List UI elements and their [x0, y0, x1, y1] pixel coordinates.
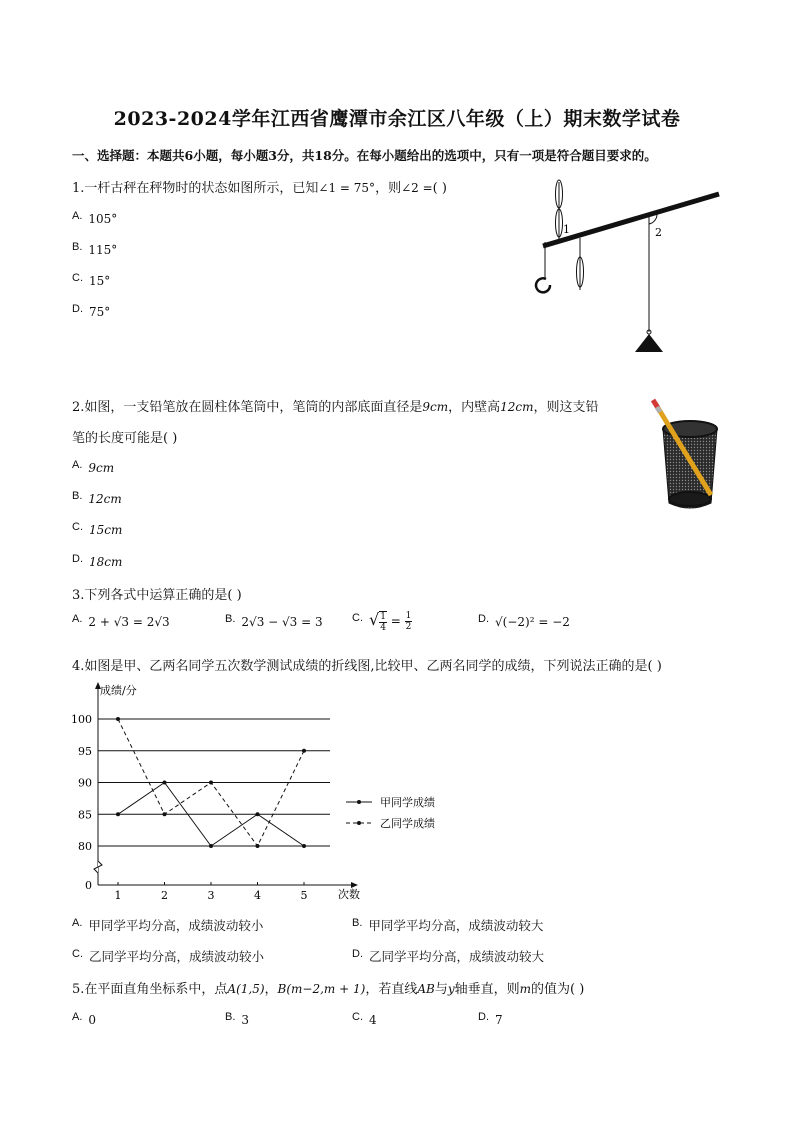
q1-option-a[interactable] — [72, 211, 117, 226]
option-text: 9cm — [88, 461, 115, 475]
radical-sign: √ — [369, 610, 380, 629]
option-text: 2√3 − √3 = 3 — [241, 615, 323, 629]
q5-text-d: 轴垂直，则 — [454, 982, 520, 997]
legend-marker-2 — [357, 821, 361, 825]
option-text: 3 — [241, 1013, 250, 1027]
q5-line: AB — [417, 982, 435, 996]
q2-text-a: 2.如图，一支铅笔放在圆柱体笔筒中，笔筒的内部底面直径是 — [72, 400, 423, 415]
option-label: A. — [72, 613, 83, 625]
option-text: 15cm — [89, 523, 123, 537]
x-tick-label-4: 4 — [254, 889, 261, 902]
q5-text-b: ，若直线 — [365, 982, 418, 997]
option-text: 18cm — [89, 555, 123, 569]
data-point-s1-1 — [116, 812, 120, 816]
fraction-right — [405, 611, 413, 632]
fraction-numerator: 1 — [405, 611, 412, 621]
q2-height: 12cm — [500, 400, 534, 414]
q1-given-angle: ∠1 = 75° — [318, 181, 376, 195]
question-3-stem: 3.下列各式中运算正确的是( ) — [72, 588, 242, 603]
q5-sep: ， — [264, 982, 278, 997]
angle-1-label: 1 — [563, 223, 570, 236]
steelyard-beam — [543, 194, 719, 246]
q2-option-a[interactable] — [72, 460, 114, 475]
option-label: C. — [352, 1011, 363, 1023]
score-line-chart — [68, 676, 468, 904]
data-point-s1-3 — [209, 844, 213, 848]
x-tick-label-3: 3 — [207, 889, 215, 902]
q5-point-a: A(1,5) — [227, 982, 265, 996]
option-text: 乙同学平均分高，成绩波动较大 — [369, 949, 545, 964]
q3-option-b[interactable] — [225, 614, 323, 629]
y-tick-label-80: 80 — [78, 840, 92, 853]
section-header: 一、选择题：本题共6小题，每小题3分，共18分。在每小题给出的选项中，只有一项是符合题目要求的。 — [72, 148, 657, 163]
axis-break-icon — [94, 861, 102, 873]
q1-option-c[interactable] — [72, 273, 110, 288]
option-text: 2 + √3 = 2√3 — [88, 615, 170, 629]
chart-grid — [98, 719, 330, 846]
y-tick-label-90: 90 — [78, 776, 92, 790]
q5-axis: y — [447, 982, 455, 996]
weight-icon — [635, 334, 663, 352]
data-point-s2-2 — [163, 812, 167, 816]
hook-icon — [536, 278, 550, 292]
option-text: 乙同学平均分高，成绩波动较小 — [89, 949, 265, 964]
option-text: 12cm — [88, 492, 122, 506]
q3-option-c[interactable] — [352, 610, 412, 633]
option-label: B. — [72, 490, 83, 502]
question-2-line2: 笔的长度可能是( ) — [72, 431, 178, 446]
question-1-stem — [72, 177, 447, 196]
option-text: 115° — [88, 243, 118, 257]
equals-sign: = — [386, 614, 405, 628]
option-label: A. — [72, 210, 83, 222]
y-tick-label-85: 85 — [78, 808, 92, 822]
option-label: D. — [478, 1011, 489, 1023]
q1-text-b: ，则 — [375, 181, 402, 196]
x-tick-label-2: 2 — [161, 889, 168, 902]
question-2-line1 — [72, 396, 599, 415]
data-point-s2-4 — [256, 844, 260, 848]
x-axis-label: 次数 — [338, 888, 360, 901]
option-text: 4 — [369, 1013, 377, 1027]
steelyard-figure — [525, 172, 725, 357]
q5-point-b: B(m−2,m + 1) — [277, 982, 366, 996]
legend-marker-1 — [357, 800, 361, 804]
q4-option-c[interactable] — [72, 947, 264, 965]
data-point-s2-5 — [302, 749, 306, 753]
q1-option-b[interactable] — [72, 242, 117, 257]
option-label: C. — [72, 948, 83, 960]
question-4-stem: 4.如图是甲、乙两名同学五次数学测试成绩的折线图,比较甲、乙两名同学的成绩，下列说法正确的是( ) — [72, 659, 662, 674]
legend-label-1: 甲同学成绩 — [380, 796, 435, 809]
q5-option-c[interactable] — [352, 1012, 377, 1027]
option-label: B. — [225, 613, 236, 625]
q2-option-b[interactable] — [72, 491, 122, 506]
q4-option-d[interactable] — [352, 947, 544, 965]
fraction-denominator: 4 — [380, 622, 386, 633]
option-text: 甲同学平均分高，成绩波动较小 — [88, 918, 264, 933]
pencil-cup-figure — [645, 395, 725, 515]
x-tick-label-5: 5 — [300, 889, 308, 902]
option-label: C. — [72, 272, 83, 284]
y-axis-label: 成绩/分 — [100, 684, 137, 697]
q3-option-d[interactable] — [478, 614, 570, 629]
y-tick-label-100: 100 — [71, 713, 92, 726]
option-label: A. — [72, 459, 83, 471]
q5-var: m — [519, 982, 532, 996]
option-label: D. — [72, 303, 83, 315]
data-point-s1-5 — [302, 844, 306, 848]
data-point-s2-1 — [116, 717, 120, 721]
option-label: B. — [225, 1011, 236, 1023]
fraction-denominator: 2 — [405, 622, 412, 632]
q4-option-b[interactable] — [352, 916, 543, 934]
option-label: A. — [72, 917, 83, 929]
option-label: B. — [72, 241, 83, 253]
q5-option-a[interactable] — [72, 1012, 96, 1027]
q5-text-c: 与 — [434, 982, 448, 997]
pencil-eraser — [653, 400, 658, 408]
q2-option-d[interactable] — [72, 554, 122, 569]
q1-ask-angle: ∠2 = — [401, 181, 433, 195]
question-5-stem — [72, 978, 584, 997]
option-text: 75° — [89, 305, 111, 319]
q5-option-d[interactable] — [478, 1012, 503, 1027]
chart-axes — [94, 682, 358, 888]
q1-option-d[interactable] — [72, 304, 110, 319]
option-label: C. — [72, 521, 83, 533]
y-tick-label-95: 95 — [78, 744, 92, 758]
q2-text-c: ，则这支铅 — [533, 400, 599, 415]
q1-text-c: ( ) — [432, 181, 447, 196]
data-point-s1-4 — [256, 812, 260, 816]
fraction-numerator: 1 — [380, 611, 386, 622]
option-label: D. — [478, 613, 489, 625]
pencil-ferrule — [657, 407, 660, 412]
y-tick-label-0: 0 — [85, 879, 92, 892]
q5-option-b[interactable] — [225, 1012, 249, 1027]
q5-text-a: 5.在平面直角坐标系中，点 — [72, 982, 228, 997]
option-text: 甲同学平均分高，成绩波动较大 — [368, 918, 544, 933]
q3-option-a[interactable] — [72, 614, 170, 629]
option-label: B. — [352, 917, 363, 929]
x-tick-label-1: 1 — [114, 889, 122, 902]
fraction-left — [379, 611, 387, 633]
option-text: 7 — [495, 1013, 503, 1027]
angle-2-label: 2 — [655, 226, 662, 239]
q2-text-b: ，内壁高 — [448, 400, 501, 415]
y-tick-labels — [71, 713, 92, 892]
q4-option-a[interactable] — [72, 916, 263, 934]
option-label: D. — [352, 948, 363, 960]
option-text: 105° — [88, 212, 118, 226]
q5-text-e: 的值为( ) — [531, 982, 585, 997]
chart-legend — [346, 795, 435, 830]
option-text: √(−2)² = −2 — [495, 615, 570, 629]
legend-label-2: 乙同学成绩 — [380, 817, 435, 830]
option-text: 0 — [88, 1013, 97, 1027]
option-label: A. — [72, 1011, 83, 1023]
option-label: C. — [352, 612, 363, 624]
data-point-s1-2 — [163, 781, 167, 785]
q1-text-a: 1.一杆古秤在秤物时的状态如图所示，已知 — [72, 181, 319, 196]
q2-option-c[interactable] — [72, 522, 122, 537]
option-text: 15° — [89, 274, 111, 288]
page-title: 2023-2024学年江西省鹰潭市余江区八年级（上）期末数学试卷 — [113, 108, 681, 130]
cup-base — [669, 492, 711, 506]
data-point-s2-3 — [209, 781, 213, 785]
q2-diameter: 9cm — [422, 400, 449, 414]
option-label: D. — [72, 553, 83, 565]
